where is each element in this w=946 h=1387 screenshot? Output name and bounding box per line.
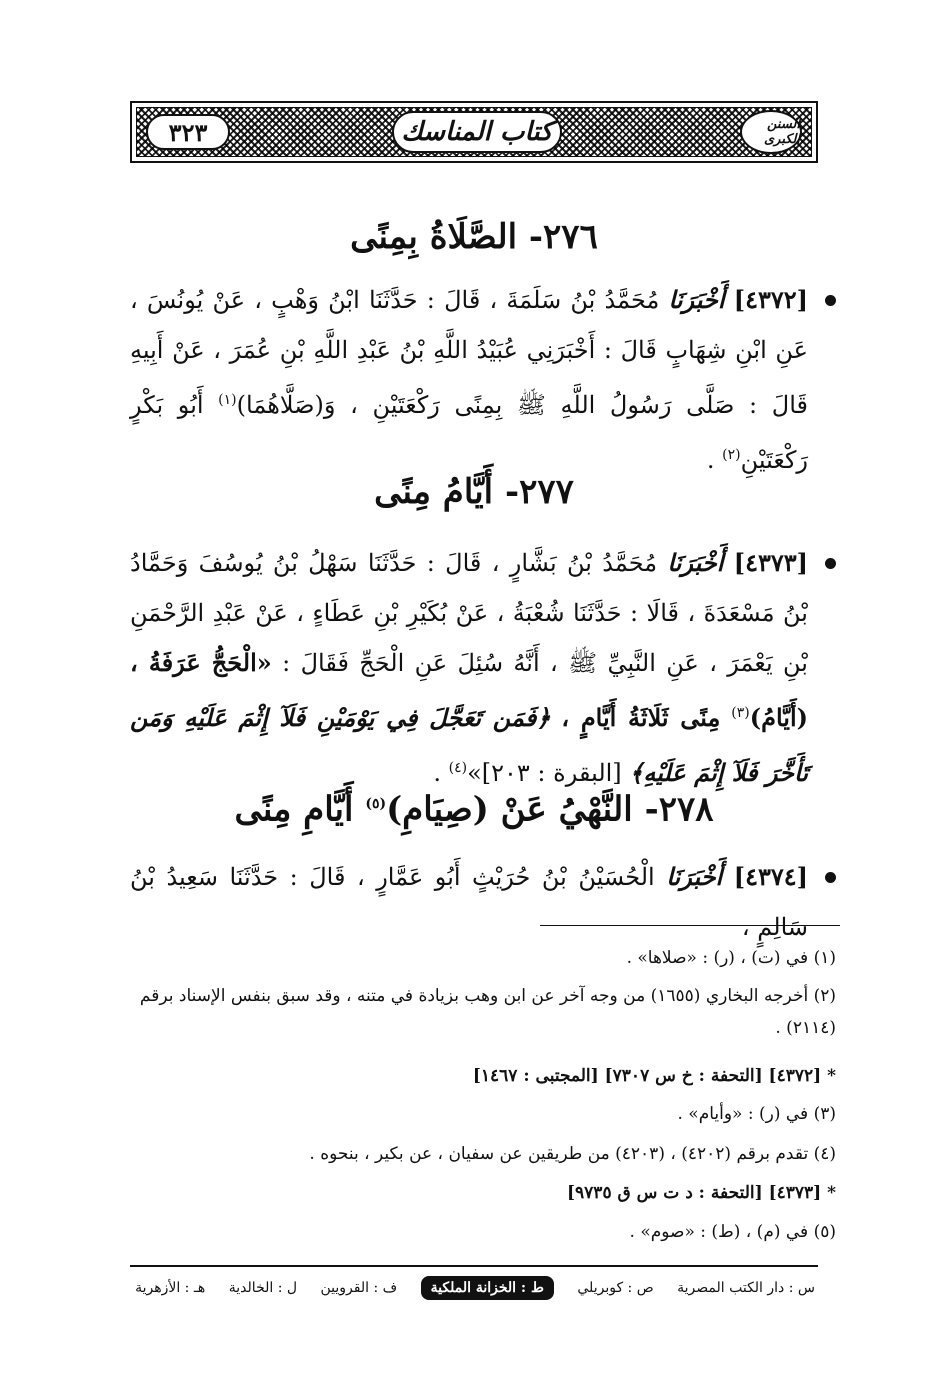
footnote-ref: (٥) (365, 796, 387, 812)
bullet-icon (825, 295, 836, 306)
manuscript-siglum: ف : القرويين (320, 1280, 398, 1296)
hadith-text: مُحَمَّدُ بْنُ سَلَمَةَ ، قَالَ : حَدَّثَنَا ابْنُ وَهْبٍ ، عَنْ يُونُسَ ، عَنِ ابْنِ شِهَابٍ قَالَ : أَخْبَرَنِي عُبَيْدُ اللَّهِ بْنُ عَبْدِ اللَّهِ بْنِ عُمَرَ ، عَنْ أَبِيهِ قَالَ : صَلَّى رَسُولُ اللَّهِ ﷺ بِمِنًى رَكْعَتَيْنِ ، وَ(صَلَّاهُمَا) (130, 286, 808, 419)
hadith-source: أَخْبَرَنَا (666, 862, 723, 891)
footnote-ref: (١) (218, 392, 237, 408)
bullet-icon (825, 872, 836, 883)
bullet-icon (825, 558, 836, 569)
hadith-text: أَبُو بَكْرٍ رَكْعَتَيْنِ (130, 391, 808, 474)
footnote-5: (٥) في (م) ، (ط) : «صوم» . (629, 1222, 836, 1242)
footnote-4: (٤) تقدم برقم (٤٢٠٢) ، (٤٢٠٣) من طريقين عن سفيان ، عن بكير ، بنحوه . (309, 1144, 836, 1164)
hadith-source: أَخْبَرَنَا (667, 548, 724, 577)
footnote-ref: (٣) (731, 705, 750, 721)
hadith-number: [٤٣٧٤] (733, 862, 808, 891)
footnote-divider (540, 925, 840, 926)
page-number: ٣٢٣ (146, 114, 230, 150)
footnote-2: (٢) أخرجه البخاري (١٦٥٥) من وجه آخر عن ابن وهب بزيادة في متنه ، وقد سبق بنفس الإسناد برقم (٢١١٤) . (139, 986, 836, 1038)
manuscript-siglum-current: ط : الخزانة الملكية (421, 1276, 554, 1300)
hadith-quote: مِنًى ثَلَاثَةُ أَيَّامٍ ، (561, 703, 721, 732)
footnote-1: (١) في (ت) ، (ر) : «صلاها» . (626, 948, 836, 968)
book-emblem: السنن الكبرى (740, 110, 802, 154)
hadith-end: . (433, 759, 449, 787)
hadith-text: الْحُسَيْنُ بْنُ حُرَيْثٍ أَبُو عَمَّارٍ ، قَالَ : حَدَّثَنَا سَعِيدُ بْنُ سَالِمٍ ، (130, 863, 808, 941)
section-title-text: ٢٧٨- النَّهْيُ عَنْ (صِيَامِ) (386, 789, 714, 830)
footnote-ref: (٤) (448, 760, 468, 776)
hadith-source: أَخْبَرَنَا (668, 285, 725, 314)
page-header (130, 101, 818, 163)
book-title: كتاب المناسك (392, 111, 562, 153)
quran-verse: ﴿فَمَن تَعَجَّلَ فِي يَوْمَيْنِ فَلَآ إِثْمَ عَلَيْهِ وَمَن تَأَخَّرَ فَلَآ إِثْمَ عَلَيْهِ﴾ (130, 703, 808, 787)
hadith-number: [٤٣٧٣] (733, 548, 808, 577)
manuscript-siglum: س : دار الكتب المصرية (677, 1280, 815, 1296)
manuscript-legend (135, 1270, 815, 1306)
quran-reference: [البقرة : ٢٠٣]» (467, 759, 622, 787)
hadith-end: . (706, 446, 723, 474)
section-title-278 (130, 782, 818, 831)
section-title-277: ٢٧٧- أَيَّامُ مِنًى (374, 472, 574, 512)
section-title-276: ٢٧٦- الصَّلَاةُ بِمِنًى (350, 217, 598, 257)
manuscript-siglum: ل : الخالدية (228, 1280, 298, 1296)
hadith-text: مُحَمَّدُ بْنُ بَشَّارٍ ، قَالَ : حَدَّثَنَا سَهْلُ بْنُ يُوسُفَ وَحَمَّادُ بْنُ مَسْعَدَةَ ، قَالَا : حَدَّثَنَا شُعْبَةُ ، عَنْ بُكَيْرِ بْنِ عَطَاءٍ ، عَنْ عَبْدِ الرَّحْمَنِ بْنِ يَعْمَرَ ، عَنِ النَّبِيِّ ﷺ ، أَنَّهُ سُئِلَ عَنِ الْحَجِّ فَقَالَ : (130, 549, 808, 677)
takhrij-note-4373: * [٤٣٧٣] [التحفة : د ت س ق ٩٧٣٥] (567, 1183, 836, 1203)
takhrij-note-4372: * [٤٣٧٢] [التحفة : خ س ٧٣٠٧] [المجتبى : ١٤٦٧] (472, 1066, 836, 1086)
footer-divider (130, 1265, 818, 1267)
hadith-number: [٤٣٧٢] (733, 285, 808, 314)
hadith-4372 (130, 275, 836, 474)
manuscript-siglum: هـ : الأزهرية (135, 1280, 206, 1296)
hadith-quote: «الْحَجُّ عَرَفَةُ ، (أَيَّامُ) (130, 648, 808, 732)
footnote-ref: (٢) (722, 447, 741, 463)
hadith-4374 (130, 852, 836, 941)
manuscript-siglum: ص : كوبريلي (577, 1280, 654, 1296)
footnote-3: (٣) في (ر) : «وأيام» . (677, 1104, 836, 1124)
hadith-4373 (130, 538, 836, 787)
section-title-text: أَيَّامِ مِنًى (234, 789, 354, 830)
